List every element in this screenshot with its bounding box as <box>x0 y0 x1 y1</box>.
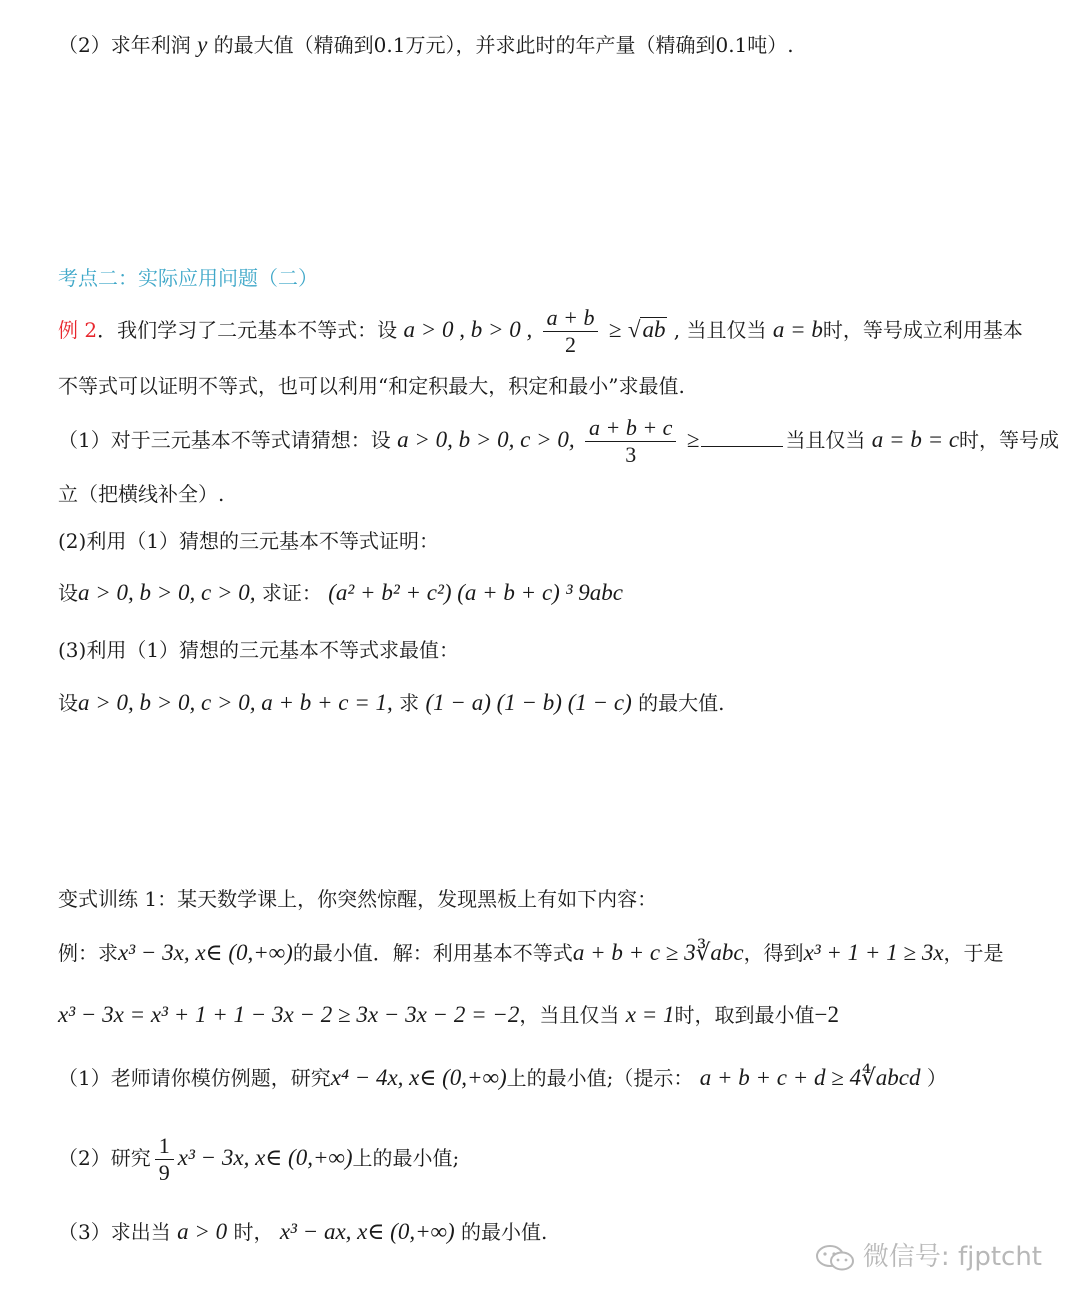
ex2-line1 <box>58 302 1023 358</box>
ex2-sqrt-body: ab <box>642 317 666 342</box>
t2-fraction <box>155 1133 174 1186</box>
var1-ex-get: ，得到 <box>743 941 804 965</box>
ex2-intro: ．我们学习了二元基本不等式：设 <box>97 318 398 342</box>
ex2-when: , 当且仅当 <box>667 318 767 342</box>
var1-title: 变式训练 1：某天数学课上，你突然惊醒，发现黑板上有如下内容： <box>58 887 658 911</box>
var1-chain-tail2: 时，取到最小值 <box>674 1003 815 1027</box>
var1-example-line <box>58 937 1004 969</box>
ex2-label: 例 2 <box>58 318 98 342</box>
t2-func: x³ − 3x, x∈ (0,+∞) <box>177 1145 353 1170</box>
t1-prefix: （1）老师请你模仿例题，研究 <box>58 1066 331 1090</box>
ex2-p2-line <box>58 577 623 609</box>
p3-expr: (1 − a) (1 − b) (1 − c) <box>425 690 632 715</box>
ex2-p1-line <box>58 412 1059 468</box>
q2-line <box>58 29 794 61</box>
t2-frac-num: 1 <box>155 1133 174 1160</box>
var1-chain-min: −2 <box>814 1002 839 1027</box>
t3-mid: 时， <box>233 1220 274 1244</box>
t3-tail: 的最小值. <box>461 1220 548 1244</box>
answer-blank[interactable] <box>701 424 783 447</box>
t1-func: x⁴ − 4x, x∈ (0,+∞) <box>330 1065 507 1090</box>
p1-frac-den: 3 <box>625 442 637 467</box>
q2-var: y <box>197 32 208 57</box>
ex2-fraction <box>543 305 599 358</box>
var1-ex-func: x³ − 3x, x∈ (0,+∞) <box>118 940 293 965</box>
p2-prefix: 设 <box>58 581 78 605</box>
t1-close: ） <box>926 1066 947 1090</box>
p1-when: 当且仅当 <box>785 428 866 452</box>
p3-tail: 的最大值. <box>631 691 725 715</box>
var1-t3-line <box>58 1216 547 1248</box>
ex2-ge: ≥ <box>608 317 622 342</box>
p2-expr: (a² + b² + c²) (a + b + c) ³ 9abc <box>328 580 623 605</box>
var1-ex-prefix: 例：求 <box>58 941 118 965</box>
ex2-p3-title: (3)利用（1）猜想的三元基本不等式求最值： <box>58 638 460 662</box>
p1-tail: 时，等号成 <box>959 428 1060 452</box>
p3-cond: a > 0, b > 0, c > 0, a + b + c = 1, <box>78 690 393 715</box>
ex2-tail1: 时，等号成立利用基本 <box>822 318 1023 342</box>
ex2-p1-line2: 立（把横线补全）. <box>58 482 225 506</box>
t3-func: x³ − ax, x∈ (0,+∞) <box>279 1219 455 1244</box>
p3-prefix: 设 <box>58 691 78 715</box>
var1-chain: x³ − 3x = x³ + 1 + 1 − 3x − 2 ≥ 3x − 3x − 2 = −2 <box>58 1002 520 1027</box>
p1-eq: a = b = c <box>871 427 960 452</box>
ex2-cond: a > 0 , b > 0 , <box>403 317 533 342</box>
t3-prefix: （3）求出当 <box>58 1220 171 1244</box>
t3-cond: a > 0 <box>177 1219 228 1244</box>
p1-prefix: （1）对于三元基本不等式请猜想：设 <box>58 428 391 452</box>
t2-tail: 上的最小值; <box>352 1146 460 1170</box>
t1-mid: 上的最小值;（提示： <box>506 1066 694 1090</box>
var1-t2-line <box>58 1130 459 1186</box>
ex2-p3-line <box>58 687 724 719</box>
p1-ge: ≥ <box>686 427 700 452</box>
q2-prefix: （2）求年利润 <box>58 33 191 57</box>
wechat-icon <box>815 1243 857 1273</box>
var1-ex-ineq: a + b + c ≥ 3∛abc <box>572 940 744 965</box>
watermark <box>815 1236 1042 1273</box>
ex2-frac-den: 2 <box>565 332 577 357</box>
var1-chain-line <box>58 999 839 1031</box>
t1-hint: a + b + c + d ≥ 4∜abcd <box>699 1065 921 1090</box>
p2-mid: 求证： <box>255 581 322 605</box>
ex2-line2: 不等式可以证明不等式，也可以利用“和定积最大，积定和最小”求最值. <box>58 374 685 398</box>
var1-t1-line <box>58 1062 947 1094</box>
p1-frac-num: a + b + c <box>585 415 676 442</box>
p1-fraction <box>585 415 676 468</box>
t2-prefix: （2）研究 <box>58 1146 151 1170</box>
p3-mid: 求 <box>392 691 426 715</box>
watermark-text: 微信号: fjptcht <box>862 1242 1042 1272</box>
ex2-eq: a = b <box>772 317 823 342</box>
ex2-p2-title: (2)利用（1）猜想的三元基本不等式证明： <box>58 529 440 553</box>
var1-chain-tail: ，当且仅当 <box>519 1003 620 1027</box>
var1-ex-then: ，于是 <box>943 941 1004 965</box>
q2-suffix: 的最大值（精确到0.1万元），并求此时的年产量（精确到0.1吨）. <box>213 33 794 57</box>
var1-chain-eq: x = 1 <box>625 1002 675 1027</box>
var1-ex-ineq2: x³ + 1 + 1 ≥ 3x <box>803 940 944 965</box>
section-title: 考点二：实际应用问题（二） <box>58 266 318 290</box>
var1-ex-mid: 的最小值．解：利用基本不等式 <box>292 941 573 965</box>
p2-cond: a > 0, b > 0, c > 0, <box>78 580 256 605</box>
ex2-frac-num: a + b <box>543 305 599 332</box>
sqrt-icon: √ <box>627 317 641 342</box>
p1-cond: a > 0, b > 0, c > 0, <box>397 427 575 452</box>
t2-frac-den: 9 <box>158 1160 170 1185</box>
